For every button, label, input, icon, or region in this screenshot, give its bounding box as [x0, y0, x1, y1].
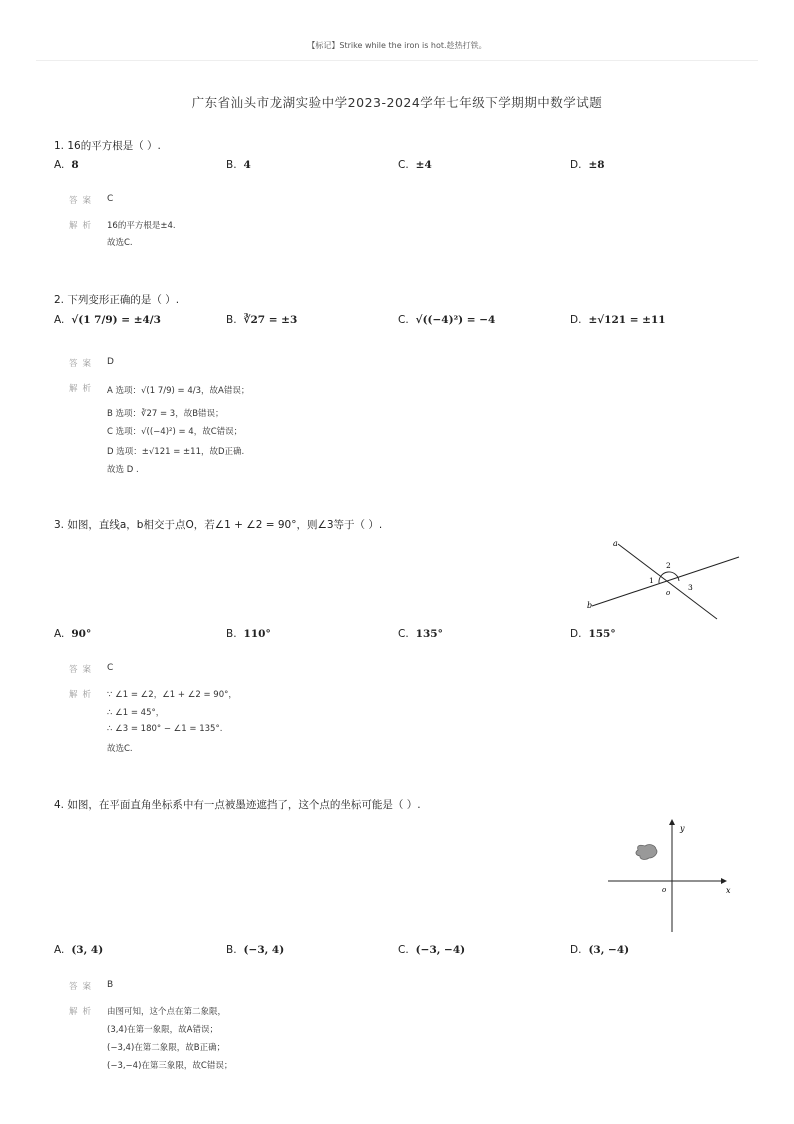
- q3-analysis-line: ∴ ∠3 = 180° − ∠1 = 135°.: [107, 724, 223, 734]
- q3-analysis-line: 故选C.: [107, 744, 133, 754]
- q2-option-b[interactable]: B. ∛27 = ±3: [226, 314, 298, 326]
- label-angle-1: 1: [649, 576, 654, 585]
- label-o: o: [666, 589, 671, 597]
- q3-option-c[interactable]: C. 135°: [398, 628, 443, 640]
- q4-analysis-line: (3,4)在第一象限，故A错误；: [107, 1025, 218, 1035]
- label-angle-3: 3: [688, 583, 693, 592]
- q2-analysis-line: D 选项：±√121 = ±11，故D正确.: [107, 447, 245, 457]
- q4-answer: B: [107, 980, 114, 990]
- q4-analysis-line: 由图可知，这个点在第二象限，: [107, 1007, 227, 1017]
- q1-option-c[interactable]: C. ±4: [398, 159, 432, 171]
- q1-analysis-line: 16的平方根是±4.: [107, 221, 176, 231]
- q2-answer-label: 答案: [69, 359, 97, 369]
- q4-option-d[interactable]: D. (3, −4): [570, 944, 630, 956]
- q2-option-a[interactable]: A. √(1 7/9) = ±4/3: [54, 314, 161, 326]
- q1-analysis-label: 解析: [69, 221, 97, 231]
- q4-analysis-line: (−3,−4)在第三象限，故C错误；: [107, 1061, 233, 1071]
- q1-answer: C: [107, 194, 114, 204]
- label-angle-2: 2: [666, 561, 671, 570]
- origin-label: o: [662, 886, 667, 894]
- q3-option-d[interactable]: D. 155°: [570, 628, 616, 640]
- header-divider: [36, 60, 758, 61]
- intersecting-lines-figure: [580, 535, 745, 625]
- q2-option-d[interactable]: D. ±√121 = ±11: [570, 314, 666, 326]
- q2-answer: D: [107, 357, 114, 367]
- question-4-stem: 4. 如图，在平面直角坐标系中有一点被墨迹遮挡了，这个点的坐标可能是（ ）.: [54, 799, 421, 811]
- q3-option-b[interactable]: B. 110°: [226, 628, 271, 640]
- q4-answer-label: 答案: [69, 982, 97, 992]
- q3-answer-label: 答案: [69, 665, 97, 675]
- header-note: 【标记】Strike while the iron is hot.趁热打铁。: [307, 41, 487, 50]
- page-title: 广东省汕头市龙湖实验中学2023-2024学年七年级下学期期中数学试题: [191, 95, 603, 110]
- ink-blot: [636, 845, 657, 860]
- q4-option-b[interactable]: B. (−3, 4): [226, 944, 285, 956]
- label-b: b: [587, 601, 593, 610]
- q1-analysis-line: 故选C.: [107, 238, 133, 248]
- question-3-stem: 3. 如图，直线a，b相交于点O，若∠1 + ∠2 = 90°，则∠3等于（ ）.: [54, 519, 383, 531]
- q2-analysis-line: B 选项：∛27 = 3，故B错误；: [107, 409, 224, 419]
- question-2-stem: 2. 下列变形正确的是（ ）.: [54, 294, 180, 306]
- q4-analysis-label: 解析: [69, 1007, 97, 1017]
- x-axis-label: x: [726, 886, 731, 895]
- coordinate-plane-figure: [600, 815, 740, 935]
- q3-answer: C: [107, 663, 114, 673]
- q1-option-b[interactable]: B. 4: [226, 159, 251, 171]
- q1-option-a[interactable]: A. 8: [54, 159, 79, 171]
- label-a: a: [613, 539, 618, 548]
- q2-analysis-line: 故选 D .: [107, 465, 139, 475]
- line-a: [618, 544, 717, 619]
- q4-analysis-line: (−3,4)在第二象限，故B正确；: [107, 1043, 226, 1053]
- q1-option-d[interactable]: D. ±8: [570, 159, 605, 171]
- q3-option-a[interactable]: A. 90°: [54, 628, 92, 640]
- q1-answer-label: 答案: [69, 196, 97, 206]
- q4-option-c[interactable]: C. (−3, −4): [398, 944, 466, 956]
- q4-option-a[interactable]: A. (3, 4): [54, 944, 104, 956]
- y-axis-label: y: [680, 824, 685, 833]
- q2-analysis-line: C 选项：√((−4)²) = 4，故C错误；: [107, 427, 243, 437]
- q3-analysis-label: 解析: [69, 690, 97, 700]
- q2-analysis-label: 解析: [69, 384, 97, 394]
- q3-analysis-line: ∴ ∠1 = 45°，: [107, 708, 165, 718]
- q3-analysis-line: ∵ ∠1 = ∠2，∠1 + ∠2 = 90°，: [107, 690, 237, 700]
- question-1-stem: 1. 16的平方根是（ ）.: [54, 140, 161, 152]
- q2-option-c[interactable]: C. √((−4)²) = −4: [398, 314, 496, 326]
- q2-analysis-line: A 选项：√(1 7/9) = 4/3，故A错误；: [107, 386, 250, 396]
